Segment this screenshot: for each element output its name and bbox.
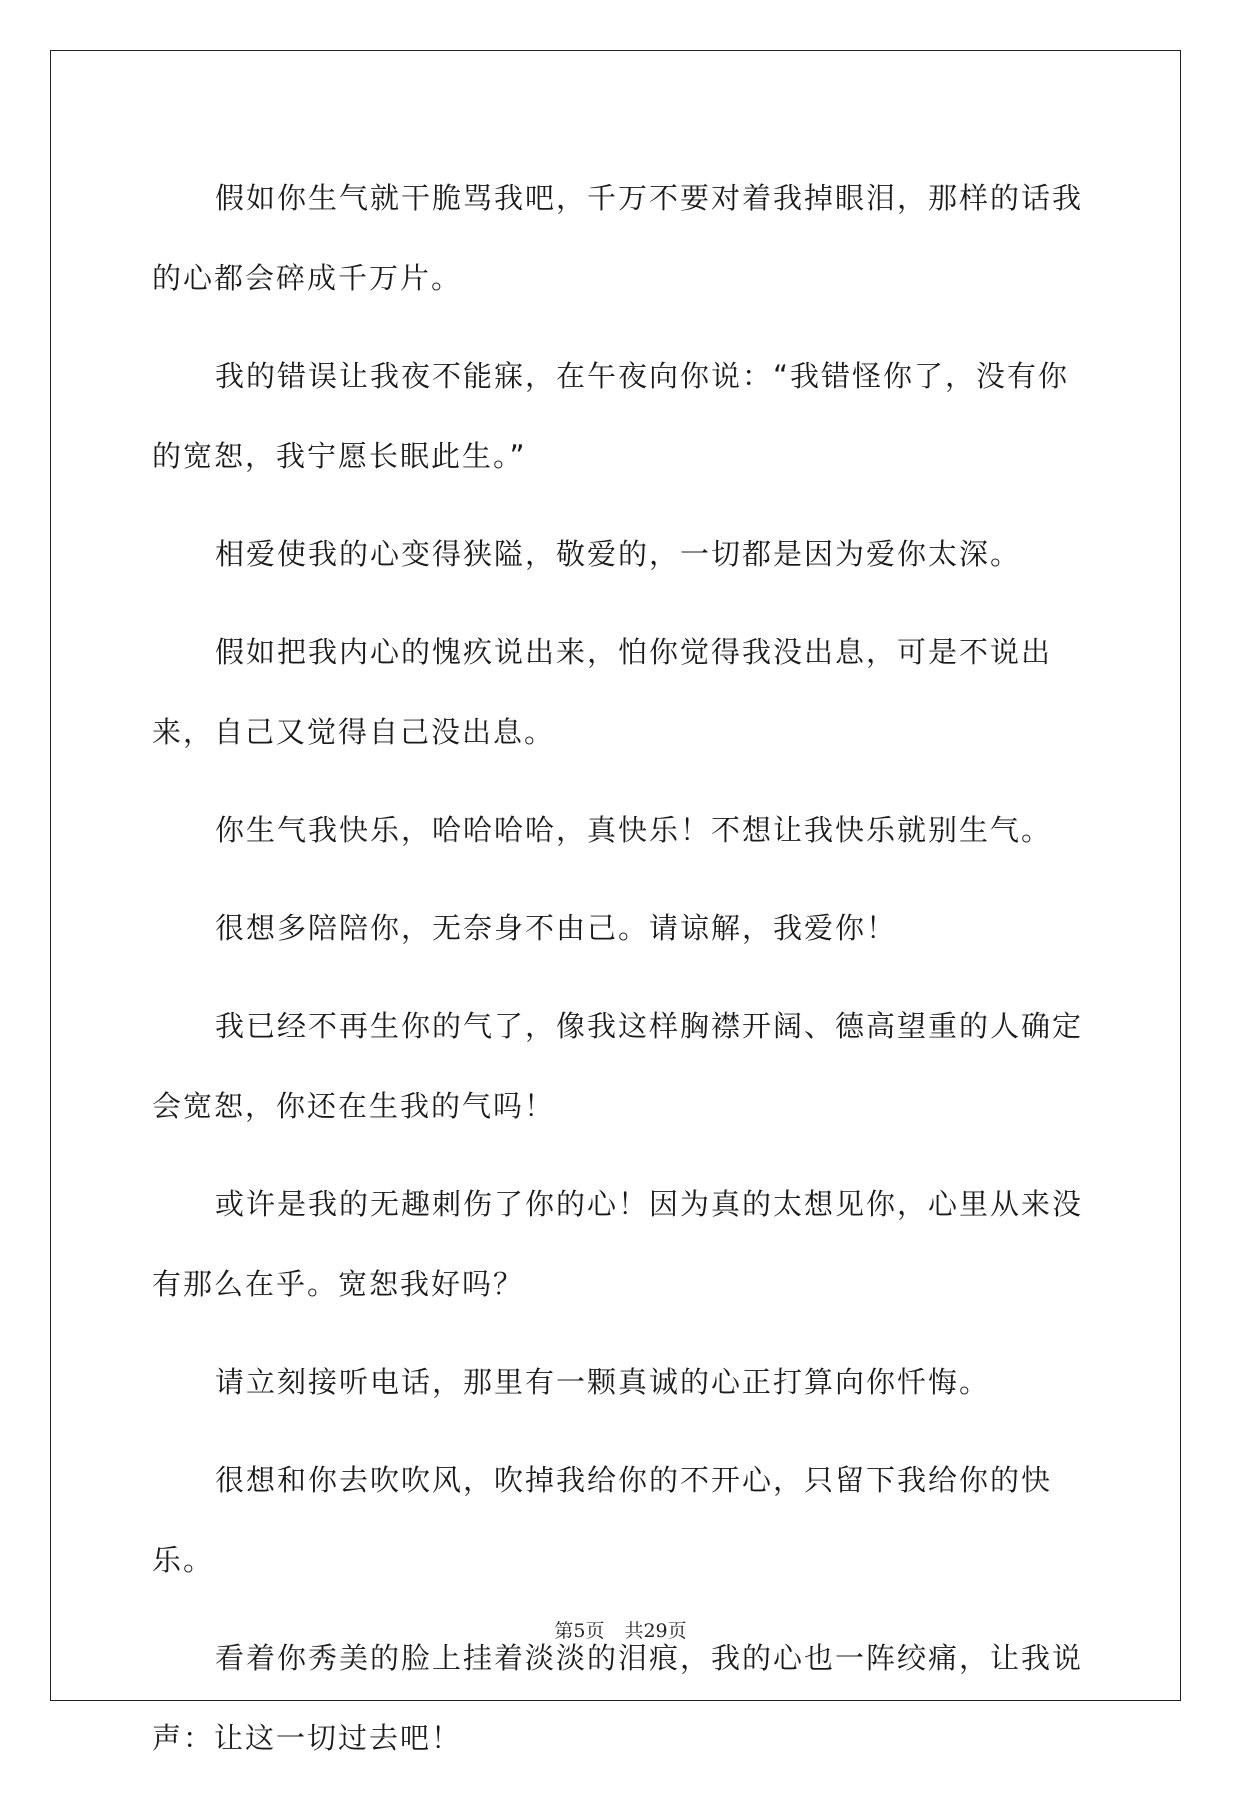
paragraph: 看着你秀美的脸上挂着淡淡的泪痕，我的心也一阵绞痛，让我说声：让这一切过去吧！ xyxy=(152,1641,1084,1755)
page-number: 第5页 xyxy=(554,1620,605,1642)
paragraph: 我的错误让我夜不能寐，在午夜向你说：“我错怪你了，没有你的宽恕，我宁愿长眠此生。” xyxy=(152,359,1070,473)
paragraph: 请立刻接听电话，那里有一颗真诚的心正打算向你忏悔。 xyxy=(215,1365,991,1399)
paragraph: 我已经不再生你的气了，像我这样胸襟开阔、德高望重的人确定会宽恕，你还在生我的气吗！ xyxy=(152,1009,1084,1123)
paragraph: 假如把我内心的愧疚说出来，怕你觉得我没出息，可是不说出来，自己又觉得自己没出息。 xyxy=(152,635,1053,749)
page-total: 共29页 xyxy=(624,1620,687,1642)
paragraph: 很想多陪陪你，无奈身不由己。请谅解，我爱你！ xyxy=(215,911,898,945)
page-footer xyxy=(0,1616,1241,1643)
paragraph: 假如你生气就干脆骂我吧，千万不要对着我掉眼泪，那样的话我的心都会碎成千万片。 xyxy=(152,181,1084,295)
document-body xyxy=(152,158,1092,1796)
paragraph: 相爱使我的心变得狭隘，敬爱的，一切都是因为爱你太深。 xyxy=(215,537,1022,571)
paragraph: 你生气我快乐，哈哈哈哈，真快乐！不想让我快乐就别生气。 xyxy=(215,813,1053,847)
paragraph: 或许是我的无趣刺伤了你的心！因为真的太想见你，心里从来没有那么在乎。宽恕我好吗？ xyxy=(152,1187,1084,1301)
paragraph: 很想和你去吹吹风，吹掉我给你的不开心，只留下我给你的快乐。 xyxy=(152,1463,1053,1577)
